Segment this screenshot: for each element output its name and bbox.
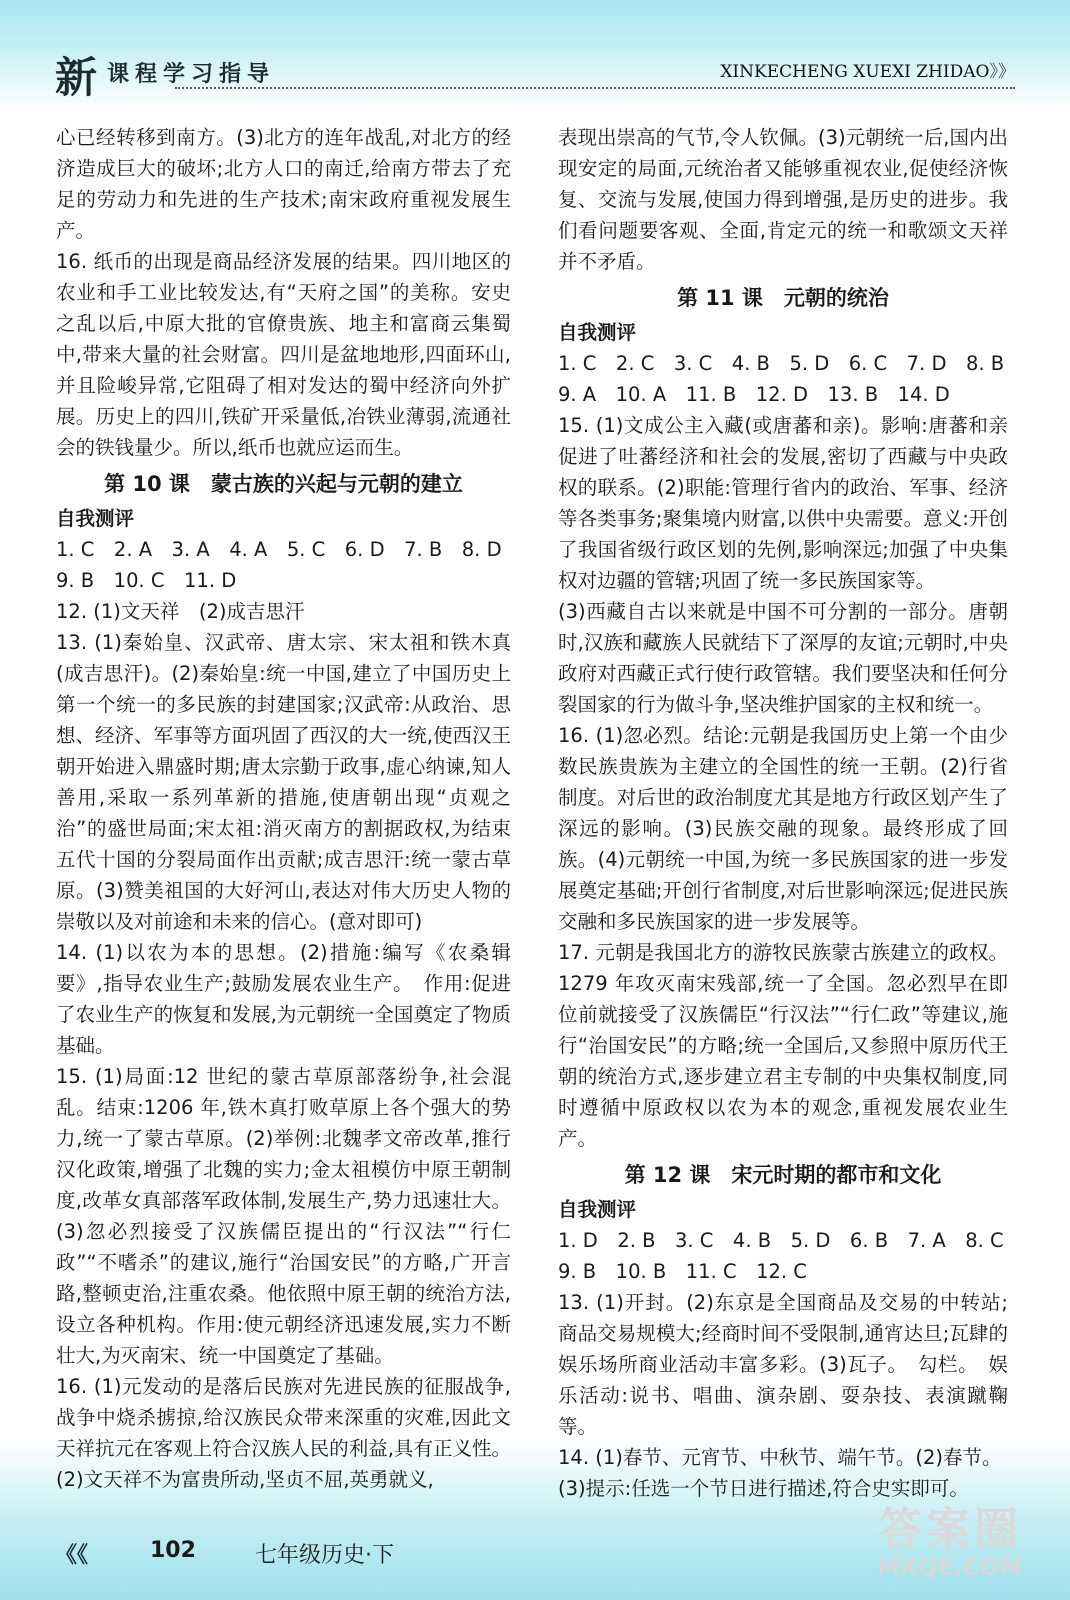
answer-paragraph: (3)提示:任选一个节日进行描述,符合史实即可。	[558, 1477, 969, 1500]
series-title: 课程学习指导	[107, 62, 276, 87]
answer-paragraph: 16. (1)元发动的是落后民族对先进民族的征服战争,战争中烧杀掳掠,给汉族民众带来深重的灾难,因此文天祥抗元在客观上符合汉族人民的利益,具有正义性。(2)文天祥不为富贵所动,坚贞不屈,英勇就义,	[56, 1375, 511, 1491]
double-chevron-right-icon: 》》	[989, 62, 1015, 82]
series-logo: 新	[55, 53, 98, 102]
watermark-url: MXQE.COM	[877, 1556, 1023, 1581]
answer-paragraph: 13. (1)开封。(2)东京是全国商品及交易的中转站;商品交易规模大;经商时间不受限制,通宵达旦;瓦肆的娱乐场所商业活动丰富多彩。(3)瓦子。 勾栏。 娱乐活动:说书、唱曲、演杂剧、耍杂技、表演蹴鞠等。	[558, 1291, 1008, 1438]
double-chevron-left-icon: 《《	[55, 1543, 89, 1568]
section-subheading: 自我测评	[558, 321, 637, 344]
answer-paragraph: 17. 元朝是我国北方的游牧民族蒙古族建立的政权。1279 年攻灭南宋残部,统一了全国。忽必烈早在即位前就接受了汉族儒臣“行汉法”“行仁政”等建议,施行“治国安民”的方略;统一全国后,又参照中原历代王朝的统治方式,逐步建立君主专制的中央集权制度,同时遵循中原政权以农为本的观念,重视发展农业生产。	[558, 941, 1008, 1150]
answer-paragraph: 9. B 10. B 11. C 12. C	[558, 1260, 807, 1283]
answer-paragraph: 1. C 2. A 3. A 4. A 5. C 6. D 7. B 8. D	[56, 538, 502, 561]
answer-paragraph: 14. (1)春节、元宵节、中秋节、端午节。(2)春节。	[558, 1446, 1002, 1469]
grade-subject-label: 七年级历史·下	[255, 1543, 394, 1568]
answer-paragraph: 16. (1)忽必烈。结论:元朝是我国历史上第一个由少数民族贵族为主建立的全国性的统一王朝。(2)行省制度。对后世的政治制度尤其是地方行政区划产生了深远的影响。(3)民族交融的现象。最终形成了回族。(4)元朝统一中国,为统一多民族国家的进一步发展奠定基础;开创行省制度,对后世影响深远;促进民族交融和多民族国家的进一步发展等。	[558, 724, 1008, 933]
section-subheading: 自我测评	[56, 507, 135, 530]
page-header	[55, 45, 1015, 102]
lesson-heading: 第 11 课 元朝的统治	[677, 286, 889, 310]
answer-paragraph: 15. (1)局面:12 世纪的蒙古草原部落纷争,社会混乱。结束:1206 年,铁木真打败草原上各个强大的势力,统一了蒙古草原。(2)举例:北魏孝文帝改革,推行汉化政策,增强了北魏的实力;金太祖模仿中原王朝制度,改革女真部落军政体制,发展生产,势力迅速壮大。(3)忽必烈接受了汉族儒臣提出的“行汉法”“行仁政”“不嗜杀”的建议,施行“治国安民”的方略,广开言路,整顿吏治,注重农桑。他依照中原王朝的统治方法,设立各种机构。作用:使元朝经济迅速发展,实力不断壮大,为灭南宋、统一中国奠定了基础。	[56, 1065, 511, 1367]
answer-paragraph: 1. D 2. B 3. C 4. B 5. D 6. B 7. A 8. C	[558, 1229, 1004, 1252]
answer-paragraph: (3)西藏自古以来就是中国不可分割的一部分。唐朝时,汉族和藏族人民就结下了深厚的友谊;元朝时,中央政府对西藏正式行使行政管辖。我们要坚决和任何分裂国家的行为做斗争,坚决维护国家的主权和统一。	[558, 600, 1008, 716]
lesson-heading: 第 12 课 宋元时期的都市和文化	[624, 1163, 942, 1187]
answer-paragraph: 13. (1)秦始皇、汉武帝、唐太宗、宋太祖和铁木真(成吉思汗)。(2)秦始皇:统一中国,建立了中国历史上第一个统一的多民族的封建国家;汉武帝:从政治、思想、经济、军事等方面巩固了西汉的大一统,使西汉王朝开始进入鼎盛时期;唐太宗勤于政事,虚心纳谏,知人善用,采取一系列革新的措施,使唐朝出现“贞观之治”的盛世局面;宋太祖:消灭南方的割据政权,为结束五代十国的分裂局面作出贡献;成吉思汗:统一蒙古草原。(3)赞美祖国的大好河山,表达对伟大历史人物的崇敬以及对前途和未来的信心。(意对即可)	[56, 631, 511, 933]
answer-paragraph: 9. B 10. C 11. D	[56, 569, 237, 592]
header-divider	[175, 87, 1015, 89]
page-footer	[55, 1538, 655, 1578]
left-column	[56, 122, 511, 1495]
section-subheading: 自我测评	[558, 1198, 637, 1221]
watermark-title: 答案圈	[878, 1504, 1022, 1555]
answer-paragraph: 表现出崇高的气节,令人钦佩。(3)元朝统一后,国内出现安定的局面,元统治者又能够重视农业,促使经济恢复、交流与发展,使国力得到增强,是历史的进步。我们看问题要客观、全面,肯定元的统一和歌颂文天祥并不矛盾。	[558, 126, 1008, 273]
answer-paragraph: 1. C 2. C 3. C 4. B 5. D 6. C 7. D 8. B	[558, 352, 1005, 375]
answer-paragraph: 15. (1)文成公主入藏(或唐蕃和亲)。影响:唐蕃和亲促进了吐蕃经济和社会的发展,密切了西藏与中央政权的联系。(2)职能:管理行省内的政治、军事、经济等各类事务;聚集境内财富,以供中央需要。意义:开创了我国省级行政区划的先例,影响深远;加强了中央集权对边疆的管辖;巩固了统一多民族国家等。	[558, 414, 1008, 592]
series-pinyin-text: XINKECHENG XUEXI ZHIDAO	[720, 62, 990, 82]
page-number: 102	[150, 1538, 196, 1563]
answer-paragraph: 14. (1)以农为本的思想。(2)措施:编写《农桑辑要》,指导农业生产;鼓励发展农业生产。 作用:促进了农业生产的恢复和发展,为元朝统一全国奠定了物质基础。	[56, 941, 511, 1057]
lesson-heading: 第 10 课 蒙古族的兴起与元朝的建立	[104, 472, 463, 496]
watermark-logo	[850, 1505, 1050, 1590]
answer-paragraph: 心已经转移到南方。(3)北方的连年战乱,对北方的经济造成巨大的破坏;北方人口的南迁,给南方带去了充足的劳动力和先进的生产技术;南宋政府重视发展生产。	[56, 126, 511, 242]
answer-paragraph: 16. 纸币的出现是商品经济发展的结果。四川地区的农业和手工业比较发达,有“天府之国”的美称。安史之乱以后,中原大批的官僚贵族、地主和富商云集蜀中,带来大量的社会财富。四川是盆地地形,四面环山,并且险峻异常,它阻碍了相对发达的蜀中经济向外扩展。历史上的四川,铁矿开采量低,冶铁业薄弱,流通社会的铁钱量少。所以,纸币也就应运而生。	[56, 250, 511, 459]
answer-paragraph: 9. A 10. A 11. B 12. D 13. B 14. D	[558, 383, 950, 406]
right-column	[558, 122, 1008, 1504]
series-pinyin	[720, 57, 1015, 82]
answer-paragraph: 12. (1)文天祥 (2)成吉思汗	[56, 600, 305, 623]
